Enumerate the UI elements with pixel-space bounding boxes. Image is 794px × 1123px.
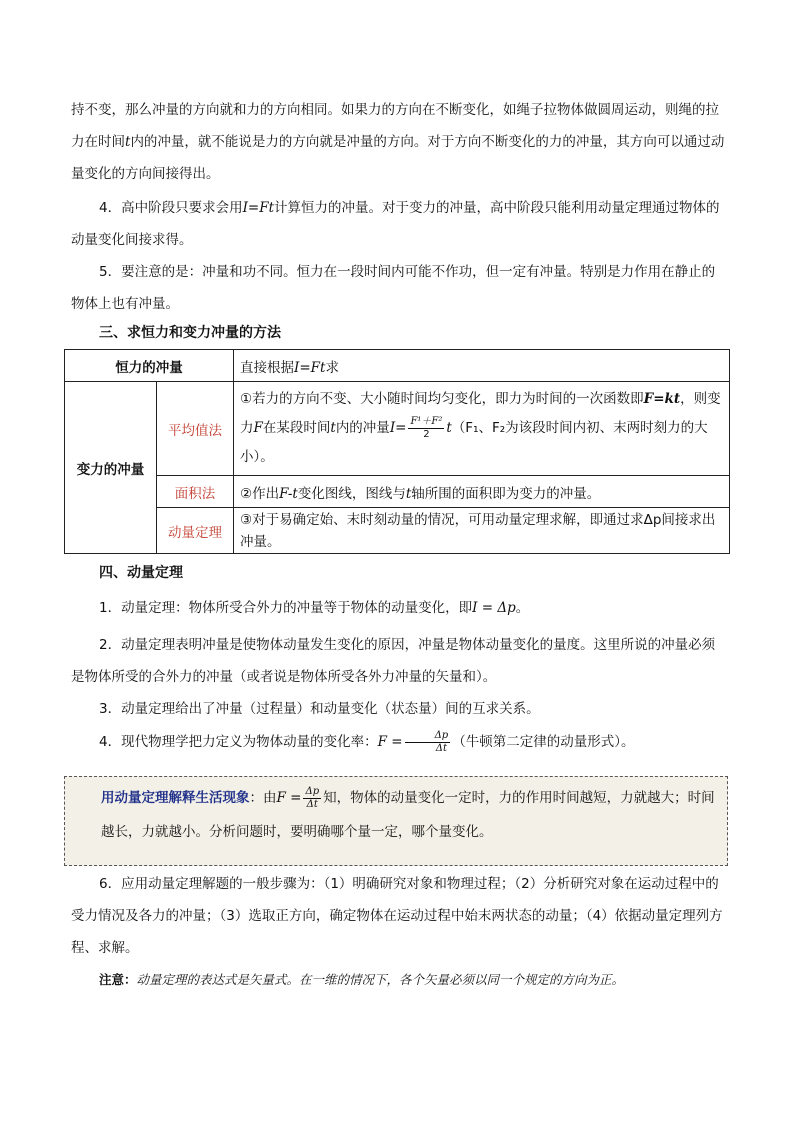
callout-text (101, 781, 719, 849)
area-method-cell (234, 476, 730, 508)
variable-t: t (446, 420, 452, 436)
formula-i-ft: I=Ft (242, 200, 275, 216)
area-text-a: ②作出 (240, 485, 280, 502)
formula-f-eq: F = (276, 790, 302, 806)
paragraph-4-text-a: 4．高中阶段只要求会用 (99, 200, 243, 216)
item-1-text-a: 1．动量定理：物体所受合外力的冲量等于物体的动量变化，即 (99, 600, 473, 616)
fraction-numerator: Δp (305, 785, 320, 797)
average-fraction (408, 416, 444, 441)
theorem-method-label: 动量定理 (157, 508, 234, 554)
paragraph-5: 5．要注意的是：冲量和功不同。恒力在一段时间内可能不作功，但一定有冲量。特别是力作用在静止的物体上也有冲量。 (71, 264, 716, 312)
note-label: 注意： (99, 972, 137, 987)
note (99, 970, 739, 990)
variable-force-head: 变力的冲量 (65, 382, 157, 554)
area-text-b: 变化图线，图线与 (297, 485, 406, 502)
fraction-denominator: Δt (435, 742, 448, 754)
impulse-methods-table (64, 349, 730, 554)
constant-force-cell (234, 350, 730, 382)
continued-paragraph-text-a: 持不变，那么冲量的方向就和力的方向相同。如果力的方向在不断变化，如绳子拉物体做圆周运动，则绳的拉力在时间 (71, 102, 719, 150)
formula-i-delta-p: I = Δp (472, 600, 516, 616)
table-row (65, 382, 730, 476)
constant-force-text-b: 求 (325, 359, 339, 376)
average-method-cell (234, 382, 730, 476)
table-row (65, 508, 730, 554)
paragraph-4-text-b: 计算恒力的冲量。对于变力的冲量，高中阶段只能利用动量定理通过物体的动量变化间接求得。 (71, 200, 720, 248)
life-phenomenon-callout (64, 776, 728, 866)
item-2: 2．动量定理表明冲量是使物体动量发生变化的原因，冲量是物体动量变化的量度。这里所说的冲量必须是物体所受的合外力的冲量（或者说是物体所受各外力冲量的矢量和）。 (71, 637, 716, 685)
constant-force-head: 恒力的冲量 (65, 350, 234, 382)
average-text-a: ①若力的方向不变、大小随时间均匀变化，即力为时间的一次函数即 (240, 391, 644, 407)
fraction-denominator: Δt (306, 798, 318, 810)
item-3: 3．动量定理给出了冲量（过程量）和动量变化（状态量）间的互求关系。 (99, 701, 540, 717)
continued-paragraph (71, 94, 726, 190)
theorem-method-cell: ③对于易确定始、末时刻动量的情况，可用动量定理求解，即通过求Δp间接求出冲量。 (234, 508, 730, 554)
variable-t: t (405, 485, 412, 502)
formula-f-t: F-t (279, 485, 298, 502)
item-4 (71, 726, 726, 758)
item-6: 6．应用动量定理解题的一般步骤为：（1）明确研究对象和物理过程；（2）分析研究对象在运动过程中的受力情况及各力的冲量；（3）选取正方向，确定物体在运动过程中始末两状态的动量；（4）依据动量定理列方程、求解。 (71, 876, 723, 956)
area-text-c: 轴所围的面积即为变力的冲量。 (411, 485, 601, 502)
formula-i-ft-table: I=Ft (294, 359, 326, 376)
item-4-text-a: 4．现代物理学把力定义为物体动量的变化率： (99, 734, 378, 750)
formula-i-eq: I= (389, 420, 407, 436)
fraction-numerator: F¹＋F² (410, 415, 443, 427)
average-text-c: 在某段时间 (262, 420, 331, 436)
callout-highlight: 用动量定理解释生活现象 (101, 790, 250, 806)
fraction-numerator: Δp (405, 730, 451, 743)
average-text-d: 内的冲量 (335, 420, 390, 436)
callout-text-b: 知，物体的动量变化一定时，力的作用时间越短，力就越大；时间越长，力就越小。分析问题时，要明确哪个量一定，哪个量变化。 (101, 790, 715, 840)
variable-t: t (125, 134, 131, 150)
formula-f-eq: F = (377, 734, 403, 750)
average-text-e: （F₁、F₂为该段时间内初、末两时刻力的大小）。 (240, 420, 708, 465)
average-text-b: ，则变力 (240, 391, 721, 436)
note-text: 动量定理的表达式是矢量式。在一维的情况下，各个矢量必须以同一个规定的方向为正。 (136, 972, 625, 987)
section-4-title: 四、动量定理 (99, 565, 183, 581)
item-1 (71, 592, 726, 624)
formula-f-kt: F=kt (643, 391, 681, 407)
callout-fraction (303, 786, 321, 811)
section-3-title: 三、求恒力和变力冲量的方法 (99, 325, 281, 341)
momentum-rate-fraction (405, 730, 451, 755)
table-row (65, 476, 730, 508)
table-row (65, 350, 730, 382)
continued-paragraph-text-b: 内的冲量，就不能说是力的方向就是冲量的方向。对于方向不断变化的力的冲量，其方向可以通过动量变化的方向间接得出。 (71, 134, 725, 182)
constant-force-text-a: 直接根据 (240, 359, 294, 376)
callout-text-a: ：由 (249, 790, 277, 806)
variable-f: F (253, 420, 263, 436)
average-method-label: 平均值法 (157, 382, 234, 476)
variable-t: t (330, 420, 336, 436)
item-1-text-b: 。 (515, 600, 530, 616)
area-method-label: 面积法 (157, 476, 234, 508)
paragraph-4 (71, 192, 726, 256)
fraction-denominator: 2 (423, 428, 430, 440)
item-4-text-b: （牛顿第二定律的动量形式）。 (452, 734, 635, 750)
